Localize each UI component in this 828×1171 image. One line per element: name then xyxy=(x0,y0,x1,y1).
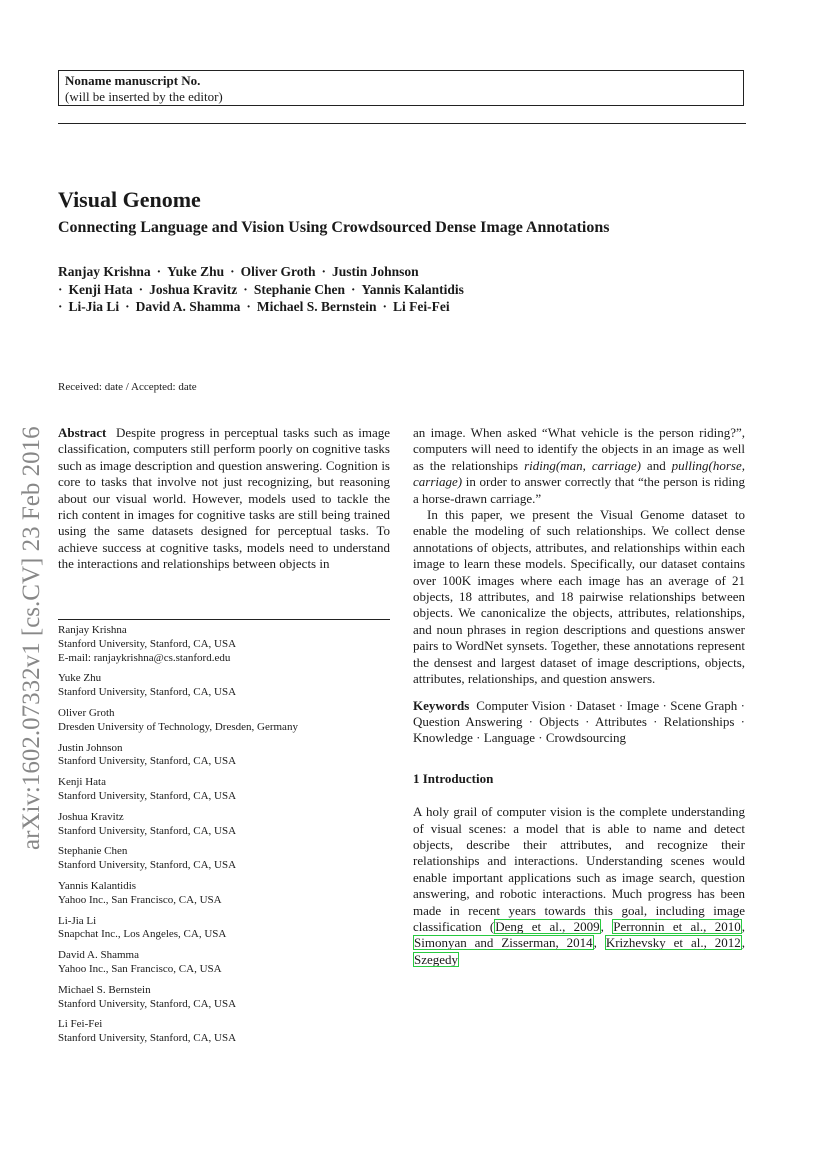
author-name: David A. Shamma xyxy=(135,299,241,314)
received-date: Received: date / Accepted: date xyxy=(58,381,197,393)
affiliations-list xyxy=(58,624,390,1053)
introduction-text: A holy grail of computer vision is the complete understanding of visual scenes: a model that is able to name and detect objects, describe their attributes, and recognize their relationships and interactions. Understanding scenes would enable important applications such as image search, question answering, and robotic interactions. Much progress has been made in recent years towards this goal, including image classification ( xyxy=(413,804,745,934)
abstract-heading: Abstract xyxy=(58,425,107,440)
manuscript-header-box xyxy=(58,70,744,106)
citation-link[interactable]: Perronnin et al., 2010 xyxy=(613,918,741,934)
author-name: Joshua Kravitz xyxy=(149,281,238,297)
affiliation-entry xyxy=(58,845,390,873)
affiliation-name: Li Fei-Fei xyxy=(58,1018,103,1031)
abstract-text: and xyxy=(640,457,672,473)
affiliation-entry xyxy=(58,811,390,839)
paper-title: Visual Genome xyxy=(58,187,201,212)
affiliation-name: Oliver Groth xyxy=(58,706,115,719)
author-line: · Li-Jia Li · David A. Shamma · Michael S. Bernstein · Li Fei-Fei xyxy=(58,299,450,314)
citation-link[interactable]: Szegedy xyxy=(414,951,459,967)
affiliation-name: Li-Jia Li xyxy=(58,914,97,927)
citation-link[interactable]: Krizhevsky et al., 2012 xyxy=(605,935,741,951)
affiliation-email: E-mail: ranjaykrishna@cs.stanford.edu xyxy=(58,651,231,664)
affiliation-place: Dresden University of Technology, Dresden, Germany xyxy=(58,720,298,733)
introduction-paragraph: A holy grail of computer vision is the complete understanding of visual scenes: a model that is able to name and detect objects, describe their attributes, and recognize their relationships and interactions. Understanding scenes would enable important applications such as image search, question answering, and robotic interactions. Much progress has been made in recent years towards this goal, including image classification (Deng et al., 2009, Perronnin et al., 2010, Simonyan and Zisserman, 2014, Krizhevsky et al., 2012, Szegedy xyxy=(413,804,745,967)
right-column xyxy=(413,425,745,968)
keywords xyxy=(413,698,745,747)
affiliation-entry xyxy=(58,672,390,700)
author-name: Yannis Kalantidis xyxy=(361,281,464,297)
author-name: Justin Johnson xyxy=(332,264,419,279)
affiliation-place: Stanford University, Stanford, CA, USA xyxy=(58,859,237,872)
affiliation-entry xyxy=(58,949,390,977)
affiliation-place: Stanford University, Stanford, CA, USA xyxy=(58,789,237,802)
affiliation-place: Stanford University, Stanford, CA, USA xyxy=(58,686,237,699)
header-rule xyxy=(58,123,746,124)
affiliation-name: Kenji Hata xyxy=(58,776,106,789)
author-name: Michael S. Bernstein xyxy=(256,299,377,314)
affiliation-entry xyxy=(58,707,390,735)
author-line: · Kenji Hata · Joshua Kravitz · Stephanie Chen · Yannis Kalantidis xyxy=(58,281,464,297)
relationship-example: pulling(horse, carriage) xyxy=(413,457,745,490)
section-heading-introduction: 1 Introduction xyxy=(413,770,494,786)
affiliation-place: Stanford University, Stanford, CA, USA xyxy=(58,824,237,837)
footnote-rule xyxy=(58,619,390,620)
affiliation-name: Stephanie Chen xyxy=(58,845,128,858)
author-list xyxy=(58,263,464,316)
affiliation-entry xyxy=(58,880,390,908)
paper-subtitle: Connecting Language and Vision Using Crowdsourced Dense Image Annotations xyxy=(58,219,610,236)
abstract-continuation xyxy=(413,425,745,507)
abstract-left-column xyxy=(58,425,390,573)
author-name: Li Fei-Fei xyxy=(392,299,450,314)
affiliation-entry xyxy=(58,776,390,804)
affiliation-name: David A. Shamma xyxy=(58,949,139,962)
affiliation-place: Stanford University, Stanford, CA, USA xyxy=(58,755,237,768)
affiliation-name: Yuke Zhu xyxy=(58,672,102,685)
affiliation-place: Stanford University, Stanford, CA, USA xyxy=(58,1032,237,1045)
affiliation-entry xyxy=(58,1018,390,1046)
affiliation-name: Michael S. Bernstein xyxy=(58,983,151,996)
arxiv-stamp: arXiv:1602.07332v1 [cs.CV] 23 Feb 2016 xyxy=(18,426,45,850)
citation-link[interactable]: Simonyan and Zisserman, 2014 xyxy=(414,935,593,951)
affiliation-entry xyxy=(58,915,390,943)
affiliation-place: Snapchat Inc., Los Angeles, CA, USA xyxy=(58,928,227,941)
author-line: Ranjay Krishna · Yuke Zhu · Oliver Groth · Justin Johnson xyxy=(58,264,419,279)
author-name: Oliver Groth xyxy=(240,264,316,279)
affiliation-entry xyxy=(58,984,390,1012)
author-name: Li-Jia Li xyxy=(68,299,120,314)
relationship-example: riding(man, carriage) xyxy=(524,457,641,473)
citation-link[interactable]: Deng et al., 2009 xyxy=(495,918,600,934)
affiliation-name: Ranjay Krishna xyxy=(58,624,127,636)
abstract-paragraph-2: In this paper, we present the Visual Genome dataset to enable the modeling of such relationships. We collect dense annotations of objects, attributes, and relationships within each image to learn these models. Specifically, our dataset contains over 100K images where each image has an average of 21 objects, 18 attributes, and 18 pairwise relationships between objects. We canonicalize the objects, attributes, relationships, and noun phrases in region descriptions and questions answer pairs to WordNet synsets. Together, these annotations represent the densest and largest dataset of image descriptions, objects, attributes, relationships, and question answers. xyxy=(413,507,745,687)
abstract-text: Despite progress in perceptual tasks such as image classification, computers still perform poorly on cognitive tasks such as image description and question answering. Cognition is core to tasks that involve not just recognizing, but reasoning about our visual world. However, models used to tackle the rich content in images for cognitive tasks are still being trained using the same datasets designed for perceptual tasks. To achieve success at cognitive tasks, models need to understand the interactions and relationships between objects in xyxy=(58,425,390,572)
keywords-text: Computer Vision · Dataset · Image · Scene Graph · Question Answering · Objects · Attributes · Relationships · Knowledge · Language · Crowdsourcing xyxy=(413,697,745,746)
abstract-text: in order to answer correctly that “the person is riding a horse-drawn carriage.” xyxy=(413,474,745,506)
author-name: Kenji Hata xyxy=(68,281,133,297)
keywords-heading: Keywords xyxy=(413,697,470,713)
affiliation-place: Stanford University, Stanford, CA, USA xyxy=(58,637,237,650)
affiliation-entry xyxy=(58,624,390,665)
affiliation-entry xyxy=(58,742,390,770)
abstract-text: an image. When asked “What vehicle is the person riding?”, computers will need to identify the objects in an image as well as the relationships xyxy=(413,425,745,473)
editor-note: (will be inserted by the editor) xyxy=(65,89,223,104)
affiliation-name: Justin Johnson xyxy=(58,741,123,754)
affiliation-name: Joshua Kravitz xyxy=(58,810,124,823)
author-name: Yuke Zhu xyxy=(167,264,225,279)
affiliation-name: Yannis Kalantidis xyxy=(58,879,137,892)
affiliation-place: Stanford University, Stanford, CA, USA xyxy=(58,997,237,1010)
author-name: Ranjay Krishna xyxy=(58,264,151,279)
manuscript-number: Noname manuscript No. xyxy=(65,73,201,88)
author-name: Stephanie Chen xyxy=(253,281,345,297)
affiliation-place: Yahoo Inc., San Francisco, CA, USA xyxy=(58,893,222,906)
affiliation-place: Yahoo Inc., San Francisco, CA, USA xyxy=(58,962,222,975)
